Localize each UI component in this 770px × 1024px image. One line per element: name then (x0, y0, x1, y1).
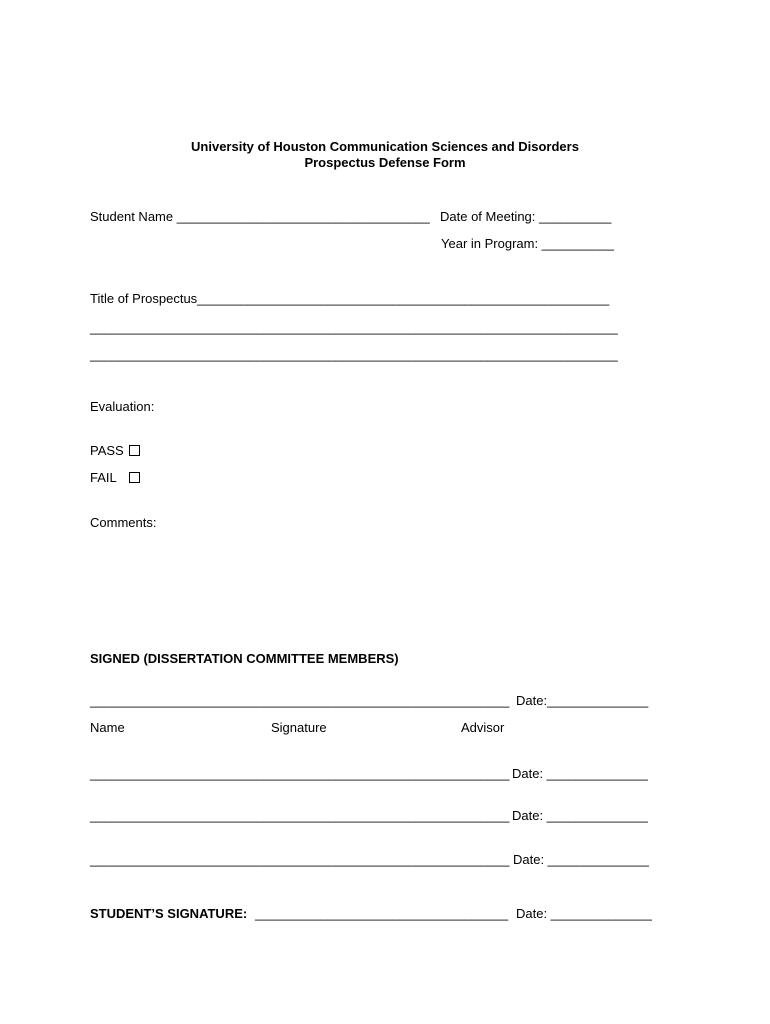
title-of-prospectus-line-3[interactable]: _________________________________________________________________________ (90, 347, 618, 362)
form-title-line2: Prospectus Defense Form (304, 155, 466, 170)
title-of-prospectus-line-2[interactable]: _________________________________________________________________________ (90, 320, 618, 335)
fail-checkbox[interactable] (129, 472, 140, 483)
student-signature-line[interactable]: ___________________________________ (255, 906, 509, 921)
year-in-program-field[interactable]: Year in Program: __________ (441, 236, 614, 251)
committee-signature-line-2[interactable]: __________________________________________________________ (90, 766, 510, 781)
advisor-column-label: Advisor (461, 720, 505, 735)
committee-date-3[interactable]: Date: ______________ (512, 808, 648, 823)
student-signature-label: STUDENT’S SIGNATURE: (90, 906, 248, 921)
evaluation-label: Evaluation: (90, 399, 155, 414)
committee-signature-line-1[interactable]: __________________________________________________________ (90, 693, 510, 708)
comments-label: Comments: (90, 515, 157, 530)
student-name-field[interactable]: Student Name ___________________________________ (90, 209, 430, 224)
title-of-prospectus-field[interactable]: Title of Prospectus_________________________________________________________ (90, 291, 610, 306)
committee-date-4[interactable]: Date: ______________ (513, 852, 649, 867)
student-signature-date[interactable]: Date: ______________ (516, 906, 652, 921)
committee-signature-line-4[interactable]: __________________________________________________________ (90, 852, 510, 867)
fail-label: FAIL (90, 470, 117, 485)
committee-signature-line-3[interactable]: __________________________________________________________ (90, 808, 510, 823)
signature-column-label: Signature (271, 720, 327, 735)
name-column-label: Name (90, 720, 125, 735)
committee-signatures-heading: SIGNED (DISSERTATION COMMITTEE MEMBERS) (90, 651, 399, 666)
pass-checkbox[interactable] (129, 445, 140, 456)
committee-date-2[interactable]: Date: ______________ (512, 766, 648, 781)
date-of-meeting-field[interactable]: Date of Meeting: __________ (440, 209, 612, 224)
pass-label: PASS (90, 443, 124, 458)
committee-date-1[interactable]: Date:______________ (516, 693, 649, 708)
form-title-line1: University of Houston Communication Sciences and Disorders (191, 139, 579, 154)
